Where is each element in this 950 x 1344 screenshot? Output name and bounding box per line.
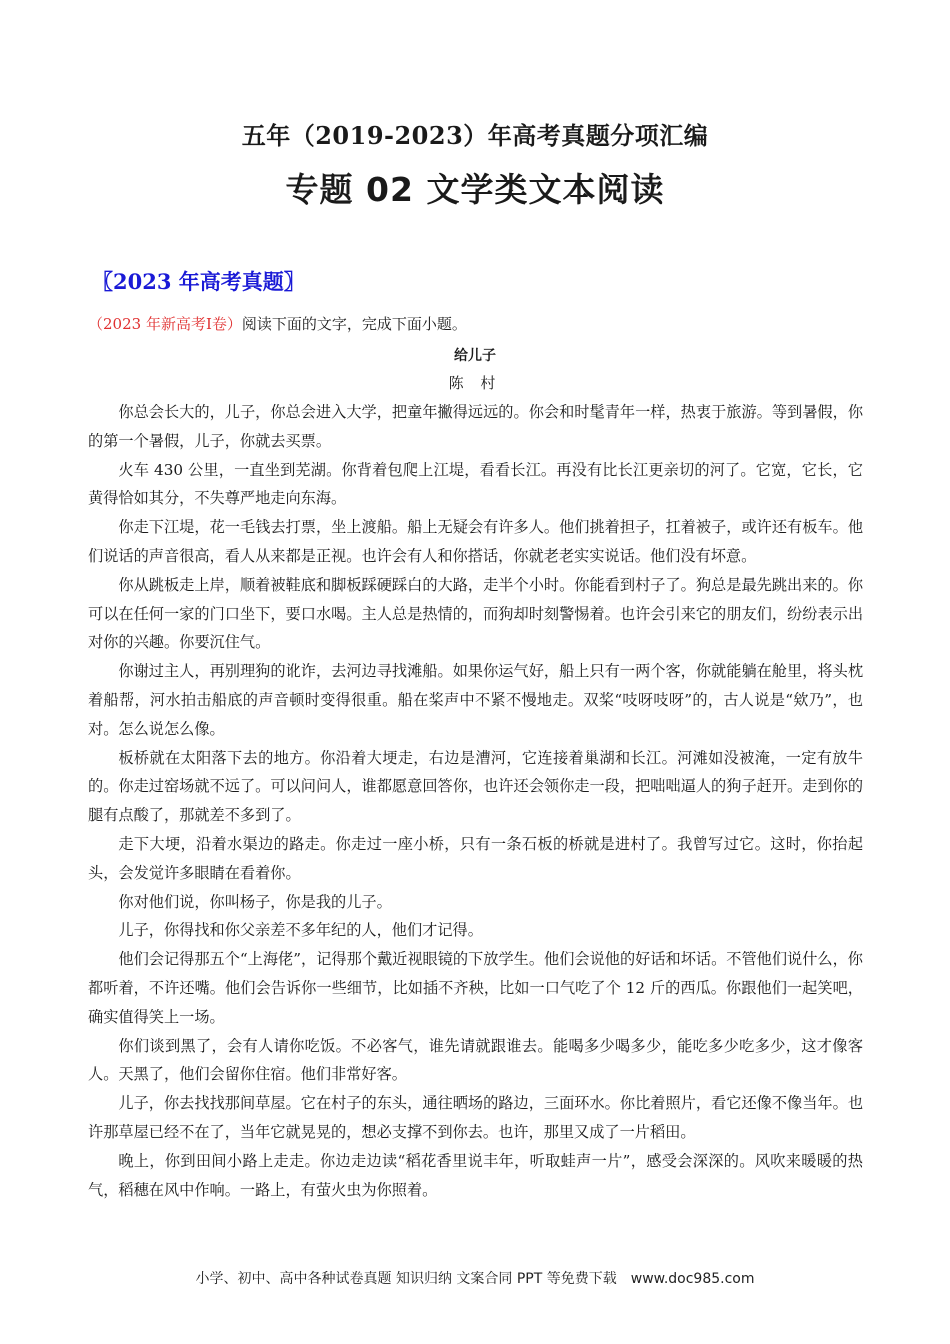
passage-paragraph: 你走下江堤，花一毛钱去打票，坐上渡船。船上无疑会有许多人。他们挑着担子，扛着被子，或许还有板车。他们说话的声音很高，看人从来都是正视。也许会有人和你搭话，你就老老实实说话。他们没有坏意。 (88, 518, 863, 565)
passage-paragraph: 你谢过主人，再别理狗的讹诈，去河边寻找滩船。如果你运气好，船上只有一两个客，你就能躺在舱里，将头枕着船帮，河水拍击船底的声音顿时变得很重。船在桨声中不紧不慢地走。双桨“吱呀吱呀”的，古人说是“欸乃”，也对。怎么说怎么像。 (88, 662, 863, 738)
passage-author: 陈 村 (448, 374, 502, 392)
passage-body (88, 398, 863, 1204)
passage-paragraph: 你从跳板走上岸，顺着被鞋底和脚板踩硬踩白的大路，走半个小时。你能看到村子了。狗总是最先跳出来的。你可以在任何一家的门口坐下，要口水喝。主人总是热情的，而狗却时刻警惕着。也许会引来它的朋友们，纷纷表示出对你的兴趣。你要沉住气。 (88, 575, 863, 652)
passage-paragraph: 儿子，你得找和你父亲差不多年纪的人，他们才记得。 (118, 921, 483, 940)
passage-paragraph: 你对他们说，你叫杨子，你是我的儿子。 (118, 892, 392, 911)
passage-paragraph: 走下大埂，沿着水渠边的路走。你走过一座小桥，只有一条石板的桥就是进村了。我曾写过它。这时，你抬起头，会发觉许多眼睛在看着你。 (88, 834, 863, 882)
passage-paragraph: 你总会长大的，儿子，你总会进入大学，把童年撇得远远的。你会和时髦青年一样，热衷于旅游。等到暑假，你的第一个暑假，儿子，你就去买票。 (88, 403, 863, 450)
passage-paragraph: 晚上，你到田间小路上走走。你边走边读“稻花香里说丰年，听取蛙声一片”，感受会深深的。风吹来暖暖的热气，稻穗在风中作响。一路上，有萤火虫为你照着。 (88, 1151, 863, 1199)
passage-paragraph: 火车 430 公里，一直坐到芜湖。你背着包爬上江堤，看看长江。再没有比长江更亲切的河了。它宽，它长，它黄得恰如其分，不失尊严地走向东海。 (88, 460, 863, 508)
page-footer (0, 1268, 950, 1288)
exam-source-tag: （2023 年新高考Ⅰ卷） (88, 315, 242, 333)
passage-paragraph: 板桥就在太阳落下去的地方。你沿着大埂走，右边是漕河，它连接着巢湖和长江。河滩如没被淹，一定有放牛的。你走过窑场就不远了。可以问问人，谁都愿意回答你，也许还会领你走一段，把咄咄逼人的狗子赶开。走到你的腿有点酸了，那就差不多到了。 (88, 748, 863, 825)
collection-subtitle: 五年（2019-2023）年高考真题分项汇编 (241, 121, 709, 150)
footer-text: 小学、初中、高中各种试卷真题 知识归纳 文案合同 PPT 等免费下载 (195, 1271, 617, 1287)
passage-title: 给儿子 (454, 348, 496, 364)
question-intro (88, 313, 467, 334)
passage-paragraph: 他们会记得那五个“上海佬”，记得那个戴近视眼镜的下放学生。他们会说他的好话和坏话。不管他们说什么，你都听着，不许还嘴。他们会告诉你一些细节，比如插不齐秧，比如一口气吃了个 12 斤的西瓜。你跟他们一起笑吧，确实值得笑上一场。 (88, 950, 863, 1026)
passage-paragraph: 儿子，你去找找那间草屋。它在村子的东头，通往晒场的路边，三面环水。你比着照片，看它还像不像当年。也许那草屋已经不在了，当年它就晃晃的，想必支撑不到你去。也许，那里又成了一片稻田。 (88, 1094, 863, 1141)
question-instruction: 阅读下面的文字，完成下面小题。 (241, 315, 467, 333)
section-heading: 〖2023 年高考真题〗 (92, 269, 305, 294)
passage-paragraph: 你们谈到黑了，会有人请你吃饭。不必客气，谁先请就跟谁去。能喝多少喝多少，能吃多少吃多少，这才像客人。天黑了，他们会留你住宿。他们非常好客。 (88, 1036, 863, 1084)
topic-title: 专题 02 文学类文本阅读 (285, 170, 665, 209)
footer-link[interactable]: www.doc985.com (630, 1271, 755, 1287)
